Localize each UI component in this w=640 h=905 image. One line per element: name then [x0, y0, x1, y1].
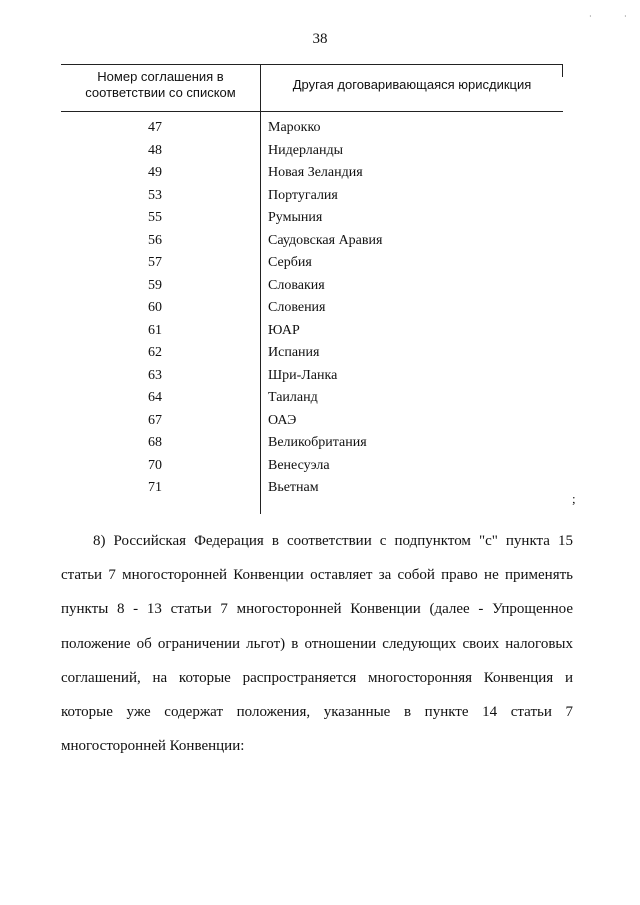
table-end-mark: ; — [572, 491, 576, 506]
agreement-number-cell: 55 — [148, 210, 162, 225]
jurisdiction-table — [61, 64, 563, 514]
table-row — [61, 410, 563, 433]
jurisdiction-cell: Вьетнам — [268, 480, 319, 495]
jurisdiction-cell: Марокко — [268, 120, 321, 135]
jurisdiction-cell: Испания — [268, 345, 320, 360]
table-row — [61, 185, 563, 208]
jurisdiction-cell: Саудовская Аравия — [268, 232, 383, 248]
agreement-number-cell: 53 — [148, 187, 162, 203]
scan-mark: · — [589, 12, 592, 21]
table-row — [61, 455, 563, 478]
column-header-jurisdiction: Другая договаривающаяся юрисдикция — [292, 77, 532, 92]
table-corner-line — [562, 65, 563, 77]
table-row — [61, 252, 563, 275]
agreement-number-cell: 56 — [148, 232, 162, 248]
header-divider — [61, 111, 563, 112]
agreement-number-cell: 48 — [148, 142, 162, 158]
jurisdiction-cell: ОАЭ — [268, 412, 297, 428]
jurisdiction-cell: Великобритания — [268, 435, 367, 450]
table-row — [61, 140, 563, 163]
agreement-number-cell: 70 — [148, 457, 162, 473]
jurisdiction-cell: Таиланд — [268, 390, 318, 405]
agreement-number-cell: 62 — [148, 345, 162, 360]
agreement-number-cell: 67 — [148, 412, 162, 428]
agreement-number-cell: 47 — [148, 120, 162, 135]
jurisdiction-cell: Шри-Ланка — [268, 367, 338, 383]
table-row — [61, 207, 563, 230]
agreement-number-cell: 60 — [148, 300, 162, 315]
table-row — [61, 297, 563, 320]
table-row — [61, 230, 563, 253]
jurisdiction-cell: Румыния — [268, 210, 323, 225]
scan-mark: · — [624, 12, 627, 21]
table-row — [61, 342, 563, 365]
page-number: 38 — [312, 31, 328, 47]
table-row — [61, 432, 563, 455]
jurisdiction-cell: Новая Зеландия — [268, 165, 363, 180]
jurisdiction-cell: Португалия — [268, 187, 338, 203]
jurisdiction-cell: Венесуэла — [268, 457, 330, 473]
agreement-number-cell: 61 — [148, 322, 162, 338]
jurisdiction-cell: Сербия — [268, 255, 312, 270]
table-body — [61, 117, 563, 500]
agreement-number-cell: 63 — [148, 367, 162, 383]
table-row — [61, 275, 563, 298]
table-row — [61, 477, 563, 500]
column-header-agreement-number: Номер соглашения в соответствии со списком — [85, 69, 236, 100]
jurisdiction-cell: ЮАР — [268, 322, 300, 338]
agreement-number-cell: 68 — [148, 435, 162, 450]
table-row — [61, 387, 563, 410]
agreement-number-cell: 64 — [148, 390, 162, 405]
agreement-number-cell: 49 — [148, 165, 162, 180]
jurisdiction-cell: Словения — [268, 300, 326, 315]
agreement-number-cell: 57 — [148, 255, 162, 270]
jurisdiction-cell: Словакия — [268, 277, 325, 293]
body-paragraph: 8) Российская Федерация в соответствии с подпунктом "c" пункта 15 статьи 7 многосторонней Конвенции оставляет за собой право не применять пункты 8 - 13 статьи 7 многосторонней Конвенции (далее - Упрощенное положение об ограничении льгот) в отношении следующих своих налоговых соглашений, на которые распространяется многосторонняя Конвенция и которые уже содержат положения, указанные в пункте 14 статьи 7 многосторонней Конвенции: — [61, 533, 573, 755]
agreement-number-cell: 59 — [148, 277, 162, 293]
table-row — [61, 117, 563, 140]
table-row — [61, 162, 563, 185]
table-row — [61, 320, 563, 343]
table-row — [61, 365, 563, 388]
jurisdiction-cell: Нидерланды — [268, 142, 343, 158]
agreement-number-cell: 71 — [148, 480, 162, 495]
